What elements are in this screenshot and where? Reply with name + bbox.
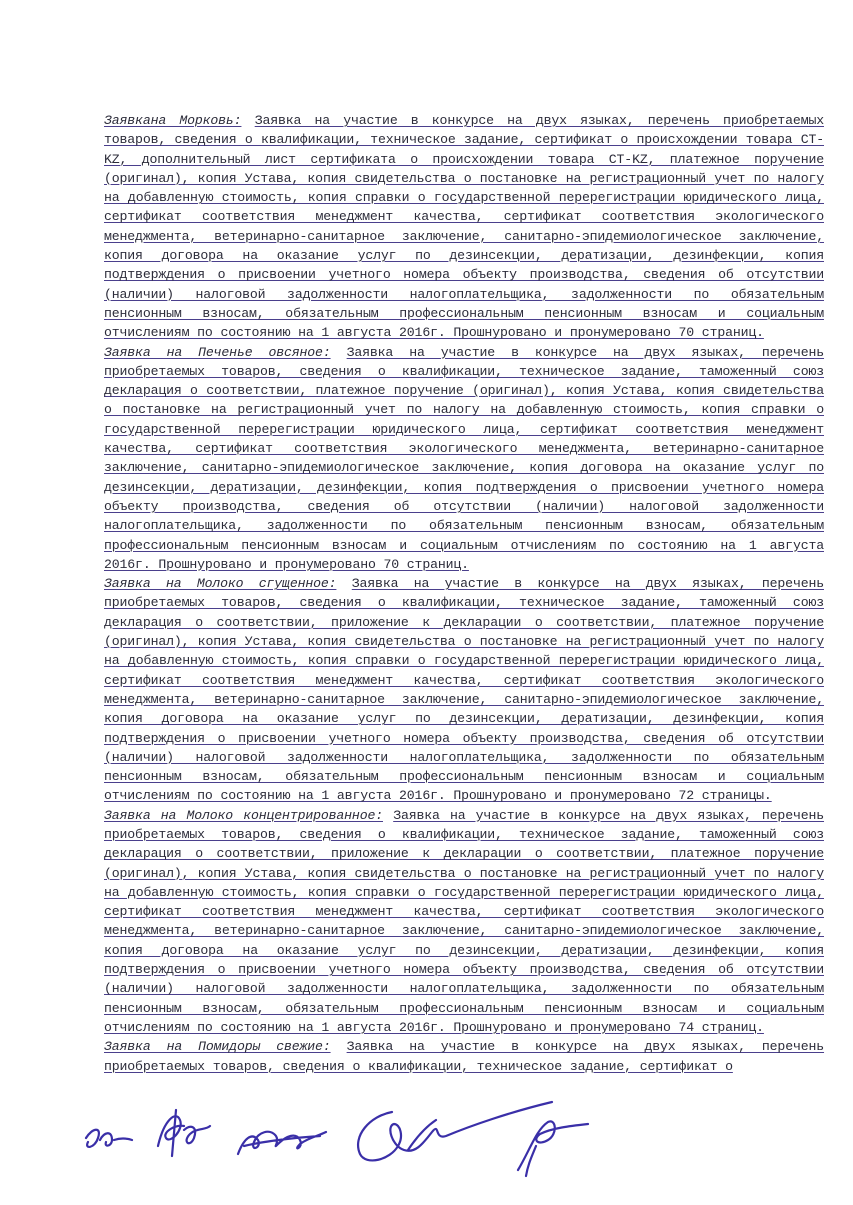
entry-body: Заявка на участие в конкурсе на двух языках, перечень приобретаемых товаров, сведения о квалификации, техническое задание, таможенный союз декларация о соответствии, платежное поручение (оригинал), копия Устава, копия свидетельства о постановке на регистрационный учет по налогу на добавленную стоимость, копия справки о государственной перерегистрации юридического лица, сертификат соответствия менеджмент качества, сертификат соответствия экологического менеджмента, ветеринарно-санитарное заключение, санитарно-эпидемиологическое заключение, копия договора на оказание услуг по дезинсекции, дератизации, дезинфекции, копия подтверждения о присвоении учетного номера объекту производства, сведения об отсутствии (наличии) налоговой задолженности налогоплательщика, задолженности по обязательным пенсионным взносам, обязательным профессиональным пенсионным взносам и социальным отчислениям по состоянию на 1 августа 2016г. Прошнуровано и пронумеровано 70 страниц. — [104, 344, 825, 572]
entry-title: Заявка на Молоко сгущенное: — [104, 576, 337, 592]
application-entry-oat-cookies — [104, 343, 824, 575]
entry-title: Заявка на Помидоры свежие: — [104, 1039, 331, 1055]
signature-3 — [238, 1132, 326, 1154]
entry-body: Заявка на участие в конкурсе на двух языках, перечень приобретаемых товаров, сведения о квалификации, техническое задание, сертификат о — [104, 1039, 825, 1074]
entry-title: Заявка на Печенье овсяное: — [104, 344, 331, 360]
signature-2 — [158, 1110, 210, 1156]
signature-1 — [86, 1130, 132, 1147]
entry-body: Заявка на участие в конкурсе на двух языках, перечень приобретаемых товаров, сведения о квалификации, техническое задание, таможенный союз декларация о соответствии, приложение к декларации о соответствии, платежное поручение (оригинал), копия Устава, копия свидетельства о постановке на регистрационный учет по налогу на добавленную стоимость, копия справки о государственной перерегистрации юридического лица, сертификат соответствия менеджмент качества, сертификат соответствия экологического менеджмента, ветеринарно-санитарное заключение, санитарно-эпидемиологическое заключение, копия договора на оказание услуг по дезинсекции, дератизации, дезинфекции, копия подтверждения о присвоении учетного номера объекту производства, сведения об отсутствии (наличии) налоговой задолженности налогоплательщика, задолженности по обязательным пенсионным взносам, обязательным профессиональным пенсионным взносам и социальным отчислениям по состоянию на 1 августа 2016г. Прошнуровано и пронумеровано 72 страницы. — [104, 576, 824, 804]
handwritten-signatures — [0, 1080, 853, 1200]
application-entry-fresh-tomatoes — [104, 1037, 824, 1076]
entry-title: Заявка на Молоко концентрированное: — [104, 807, 383, 823]
entry-body: Заявка на участие в конкурсе на двух языках, перечень приобретаемых товаров, сведения о квалификации, техническое задание, сертификат о происхождении товара CT-KZ, дополнительный лист сертификата о происхождении товара CT-KZ, платежное поручение (оригинал), копия Устава, копия свидетельства о постановке на регистрационный учет по налогу на добавленную стоимость, копия справки о государственной перерегистрации юридического лица, сертификат соответствия менеджмент качества, сертификат соответствия экологического менеджмента, ветеринарно-санитарное заключение, санитарно-эпидемиологическое заключение, копия договора на оказание услуг по дезинсекции, дератизации, дезинфекции, копия подтверждения о присвоении учетного номера объекту производства, сведения об отсутствии (наличии) налоговой задолженности налогоплательщика, задолженности по обязательным пенсионным взносам, обязательным профессиональным пенсионным взносам и социальным отчислениям по состоянию на 1 августа 2016г. Прошнуровано и пронумеровано 70 страниц. — [104, 113, 824, 341]
signature-4 — [358, 1102, 552, 1160]
document-body — [104, 111, 824, 1076]
application-entry-carrot — [104, 111, 824, 343]
entry-body: Заявка на участие в конкурсе на двух языках, перечень приобретаемых товаров, сведения о квалификации, техническое задание, таможенный союз декларация о соответствии, приложение к декларации о соответствии, платежное поручение (оригинал), копия Устава, копия свидетельства о постановке на регистрационный учет по налогу на добавленную стоимость, копия справки о государственной перерегистрации юридического лица, сертификат соответствия менеджмент качества, сертификат соответствия экологического менеджмента, ветеринарно-санитарное заключение, санитарно-эпидемиологическое заключение, копия договора на оказание услуг по дезинсекции, дератизации, дезинфекции, копия подтверждения о присвоении учетного номера объекту производства, сведения об отсутствии (наличии) налоговой задолженности налогоплательщика, задолженности по обязательным пенсионным взносам, обязательным профессиональным пенсионным взносам и социальным отчислениям по состоянию на 1 августа 2016г. Прошнуровано и пронумеровано 74 страниц. — [104, 807, 825, 1035]
application-entry-concentrated-milk — [104, 806, 824, 1038]
signature-5 — [518, 1121, 588, 1176]
signature-row — [0, 1080, 853, 1200]
application-entry-condensed-milk — [104, 574, 824, 806]
entry-title: Заявкана Морковь: — [104, 113, 242, 128]
